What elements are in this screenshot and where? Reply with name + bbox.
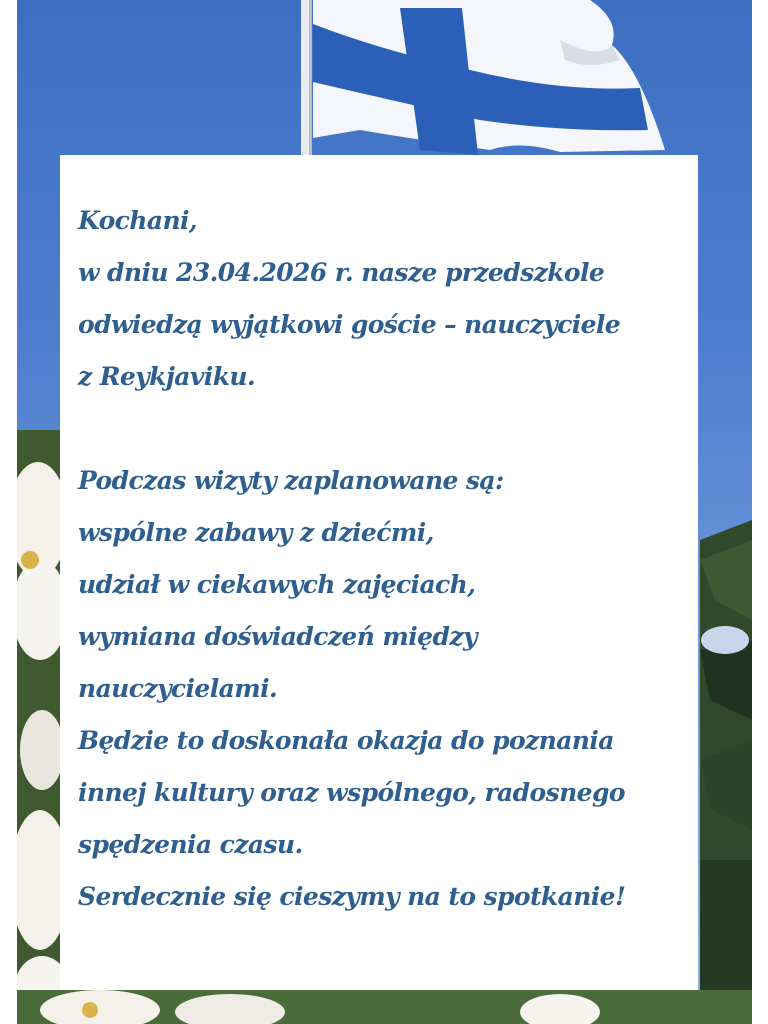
closing-line: Serdecznie się cieszymy na to spotkanie! bbox=[78, 882, 626, 911]
paragraph-gap bbox=[78, 403, 690, 455]
plan-line: Będzie to doskonała okazja do poznania bbox=[78, 726, 614, 755]
intro-line: odwiedzą wyjątkowi goście – nauczyciele bbox=[78, 310, 621, 339]
intro-line: w dniu 23.04.2026 r. nasze przedszkole bbox=[78, 258, 605, 287]
intro-line: z Reykjaviku. bbox=[78, 362, 256, 391]
finnish-flag-icon bbox=[313, 0, 665, 155]
announcement-card bbox=[60, 155, 698, 990]
announcement-text bbox=[78, 195, 690, 923]
trees-right bbox=[700, 520, 752, 1024]
plan-line: wspólne zabawy z dziećmi, bbox=[78, 518, 434, 547]
plan-line: wymiana doświadczeń między bbox=[78, 622, 477, 651]
left-border bbox=[0, 0, 17, 1024]
plan-line: spędzenia czasu. bbox=[78, 830, 303, 859]
plan-line: nauczycielami. bbox=[78, 674, 278, 703]
right-border bbox=[752, 0, 768, 1024]
plan-line: innej kultury oraz wspólnego, radosnego bbox=[78, 778, 625, 807]
flowers-bottom bbox=[17, 990, 752, 1024]
greeting: Kochani, bbox=[78, 206, 198, 235]
plan-line: Podczas wizyty zaplanowane są: bbox=[78, 466, 504, 495]
plan-line: udział w ciekawych zajęciach, bbox=[78, 570, 476, 599]
